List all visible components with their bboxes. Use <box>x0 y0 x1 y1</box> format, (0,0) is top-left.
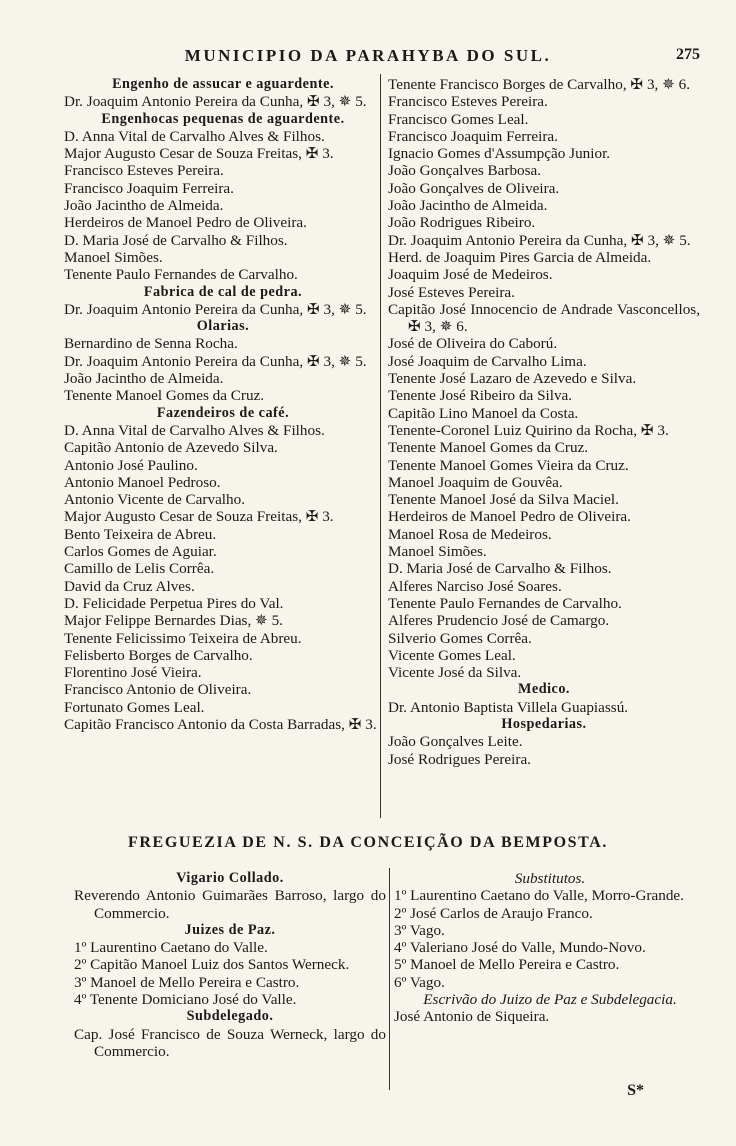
list-entry: Fortunato Gomes Leal. <box>64 698 205 716</box>
section-heading: Juizes de Paz. <box>184 921 276 938</box>
list-entry: D. Maria José de Carvalho & Filhos. <box>388 560 612 578</box>
section-column-divider <box>389 868 390 1090</box>
list-entry: 6º Vago. <box>394 973 445 991</box>
list-entry: Capitão Lino Manoel da Costa. <box>388 404 579 422</box>
list-entry: Carlos Gomes de Aguiar. <box>64 543 217 561</box>
list-entry: 4º Tenente Domiciano José do Valle. <box>74 991 297 1009</box>
list-entry: Major Felippe Bernardes Dias, ✵ 5. <box>64 612 283 630</box>
list-entry: D. Felicidade Perpetua Pires do Val. <box>64 594 284 612</box>
section-right-column <box>394 870 706 1026</box>
list-entry: João Gonçalves Leite. <box>388 733 523 751</box>
list-entry: João Jacintho de Almeida. <box>64 370 224 388</box>
list-entry: José Joaquim de Carvalho Lima. <box>388 352 587 370</box>
list-entry: D. Anna Vital de Carvalho Alves & Filhos. <box>64 127 325 145</box>
list-entry: Tenente Manoel Gomes da Cruz. <box>64 387 265 405</box>
list-entry: Francisco Esteves Pereira. <box>64 162 224 180</box>
list-entry: Francisco Esteves Pereira. <box>388 93 548 111</box>
list-entry: Francisco Gomes Leal. <box>388 110 529 128</box>
list-entry: Tenente-Coronel Luiz Quirino da Rocha, ✠ 3. <box>388 421 669 439</box>
list-entry: Francisco Joaquim Ferreira. <box>388 127 558 145</box>
list-entry: 5º Manoel de Mello Pereira e Castro. <box>394 956 620 974</box>
page-number: 275 <box>676 46 700 63</box>
section-heading: Engenhocas pequenas de aguardente. <box>101 110 345 127</box>
list-entry: 1º Laurentino Caetano do Valle. <box>74 939 268 957</box>
list-entry: Manoel Joaquim de Gouvêa. <box>388 473 563 491</box>
list-entry: Tenente José Lazaro de Azevedo e Silva. <box>388 370 637 388</box>
list-entry: Joaquim José de Medeiros. <box>388 266 553 284</box>
list-entry: Vicente Gomes Leal. <box>388 646 516 664</box>
list-entry: 1º Laurentino Caetano do Valle, Morro-Grande. <box>394 887 684 905</box>
list-entry: Tenente Felicissimo Teixeira de Abreu. <box>64 629 302 647</box>
list-entry: D. Maria José de Carvalho & Filhos. <box>64 231 288 249</box>
list-entry: Major Augusto Cesar de Souza Freitas, ✠ 3. <box>64 145 334 163</box>
list-entry: Antonio José Paulino. <box>64 456 198 474</box>
list-entry: Bento Teixeira de Abreu. <box>64 525 217 543</box>
list-entry: Dr. Joaquim Antonio Pereira da Cunha, ✠ 3, ✵ 5. <box>388 231 691 249</box>
list-entry: D. Anna Vital de Carvalho Alves & Filhos. <box>64 421 325 439</box>
list-entry: Manoel Rosa de Medeiros. <box>388 525 552 543</box>
section-heading: Subdelegado. <box>186 1008 274 1025</box>
section-heading: Olarias. <box>196 318 250 335</box>
list-entry: 4º Valeriano José do Valle, Mundo-Novo. <box>394 939 646 957</box>
list-entry: José de Oliveira do Caború. <box>388 335 558 353</box>
list-entry: Bernardino de Senna Rocha. <box>64 335 238 353</box>
list-entry: Dr. Joaquim Antonio Pereira da Cunha, ✠ 3, ✵ 5. <box>64 300 367 318</box>
list-entry: Alferes Prudencio José de Camargo. <box>388 612 610 630</box>
list-entry: Manoel Simões. <box>388 543 487 561</box>
section-heading: Substitutos. <box>514 870 586 887</box>
section-heading: Hospedarias. <box>501 715 587 732</box>
list-entry: Manoel Simões. <box>64 248 163 266</box>
list-entry: Antonio Manoel Pedroso. <box>64 473 221 491</box>
list-entry: José Esteves Pereira. <box>388 283 515 301</box>
list-entry: Herdeiros de Manoel Pedro de Oliveira. <box>64 214 307 232</box>
list-entry: Francisco Joaquim Ferreira. <box>64 179 234 197</box>
list-entry: Francisco Antonio de Oliveira. <box>64 681 252 699</box>
list-entry: Major Augusto Cesar de Souza Freitas, ✠ 3. <box>64 508 334 526</box>
right-column <box>388 76 700 768</box>
section-heading: Fabrica de cal de pedra. <box>143 283 303 300</box>
list-entry: Capitão Francisco Antonio da Costa Barradas, ✠ 3. <box>64 715 377 733</box>
list-entry: Antonio Vicente de Carvalho. <box>64 491 246 509</box>
list-entry: Dr. Joaquim Antonio Pereira da Cunha, ✠ 3, ✵ 5. <box>64 352 367 370</box>
list-entry: João Jacintho de Almeida. <box>64 197 224 215</box>
list-entry: Alferes Narciso José Soares. <box>388 577 562 595</box>
list-entry: Camillo de Lelis Corrêa. <box>64 560 215 578</box>
list-entry: João Jacintho de Almeida. <box>388 197 548 215</box>
section-heading: Escrivão do Juizo de Paz e Subdelegacia. <box>423 991 677 1009</box>
list-entry: Capitão José Innocencio de Andrade Vasconcellos, ✠ 3, ✵ 6. <box>388 300 700 336</box>
list-entry: Tenente José Ribeiro da Silva. <box>388 387 573 405</box>
list-entry: Tenente Manoel Gomes da Cruz. <box>388 439 589 457</box>
list-entry: Reverendo Antonio Guimarães Barroso, largo do Commercio. <box>74 887 386 922</box>
section-title: FREGUEZIA DE N. S. DA CONCEIÇÃO DA BEMPOSTA. <box>128 834 608 851</box>
list-entry: 2º Capitão Manoel Luiz dos Santos Werneck. <box>74 956 350 974</box>
list-entry: Dr. Antonio Baptista Villela Guapiassú. <box>388 698 629 716</box>
section-heading: Vigario Collado. <box>176 870 284 886</box>
section-left-column <box>74 870 386 1060</box>
list-entry: Tenente Paulo Fernandes de Carvalho. <box>388 594 622 612</box>
list-entry: Vicente José da Silva. <box>388 664 522 682</box>
signature-mark: S* <box>627 1082 644 1099</box>
list-entry: João Gonçalves de Oliveira. <box>388 179 560 197</box>
section-heading: Medico. <box>518 681 570 698</box>
list-entry: José Rodrigues Pereira. <box>388 750 531 768</box>
section-heading: Engenho de assucar e aguardente. <box>112 76 334 92</box>
list-entry: Ignacio Gomes d'Assumpção Junior. <box>388 145 611 163</box>
list-entry: Cap. José Francisco de Souza Werneck, largo do Commercio. <box>74 1025 386 1060</box>
list-entry: Herdeiros de Manoel Pedro de Oliveira. <box>388 508 631 526</box>
list-entry: Dr. Joaquim Antonio Pereira da Cunha, ✠ 3, ✵ 5. <box>64 93 367 111</box>
section-heading: Fazendeiros de café. <box>156 404 290 421</box>
list-entry: Silverio Gomes Corrêa. <box>388 629 532 647</box>
list-entry: 2º José Carlos de Araujo Franco. <box>394 904 593 922</box>
left-column <box>64 76 382 733</box>
list-entry: Felisberto Borges de Carvalho. <box>64 646 253 664</box>
list-entry: Tenente Paulo Fernandes de Carvalho. <box>64 266 298 284</box>
list-entry: José Antonio de Siqueira. <box>394 1008 550 1026</box>
list-entry: Florentino José Vieira. <box>64 664 202 682</box>
list-entry: João Rodrigues Ribeiro. <box>388 214 536 232</box>
list-entry: Capitão Antonio de Azevedo Silva. <box>64 439 278 457</box>
list-entry: David da Cruz Alves. <box>64 577 195 595</box>
list-entry: Tenente Manoel José da Silva Maciel. <box>388 491 619 509</box>
list-entry: 3º Manoel de Mello Pereira e Castro. <box>74 973 300 991</box>
list-entry: 3º Vago. <box>394 921 445 939</box>
list-entry: Herd. de Joaquim Pires Garcia de Almeida. <box>388 248 652 266</box>
list-entry: Tenente Francisco Borges de Carvalho, ✠ 3, ✵ 6. <box>388 76 691 93</box>
list-entry: Tenente Manoel Gomes Vieira da Cruz. <box>388 456 629 474</box>
list-entry: João Gonçalves Barbosa. <box>388 162 542 180</box>
page-header-title: MUNICIPIO DA PARAHYBA DO SUL. <box>184 46 552 65</box>
